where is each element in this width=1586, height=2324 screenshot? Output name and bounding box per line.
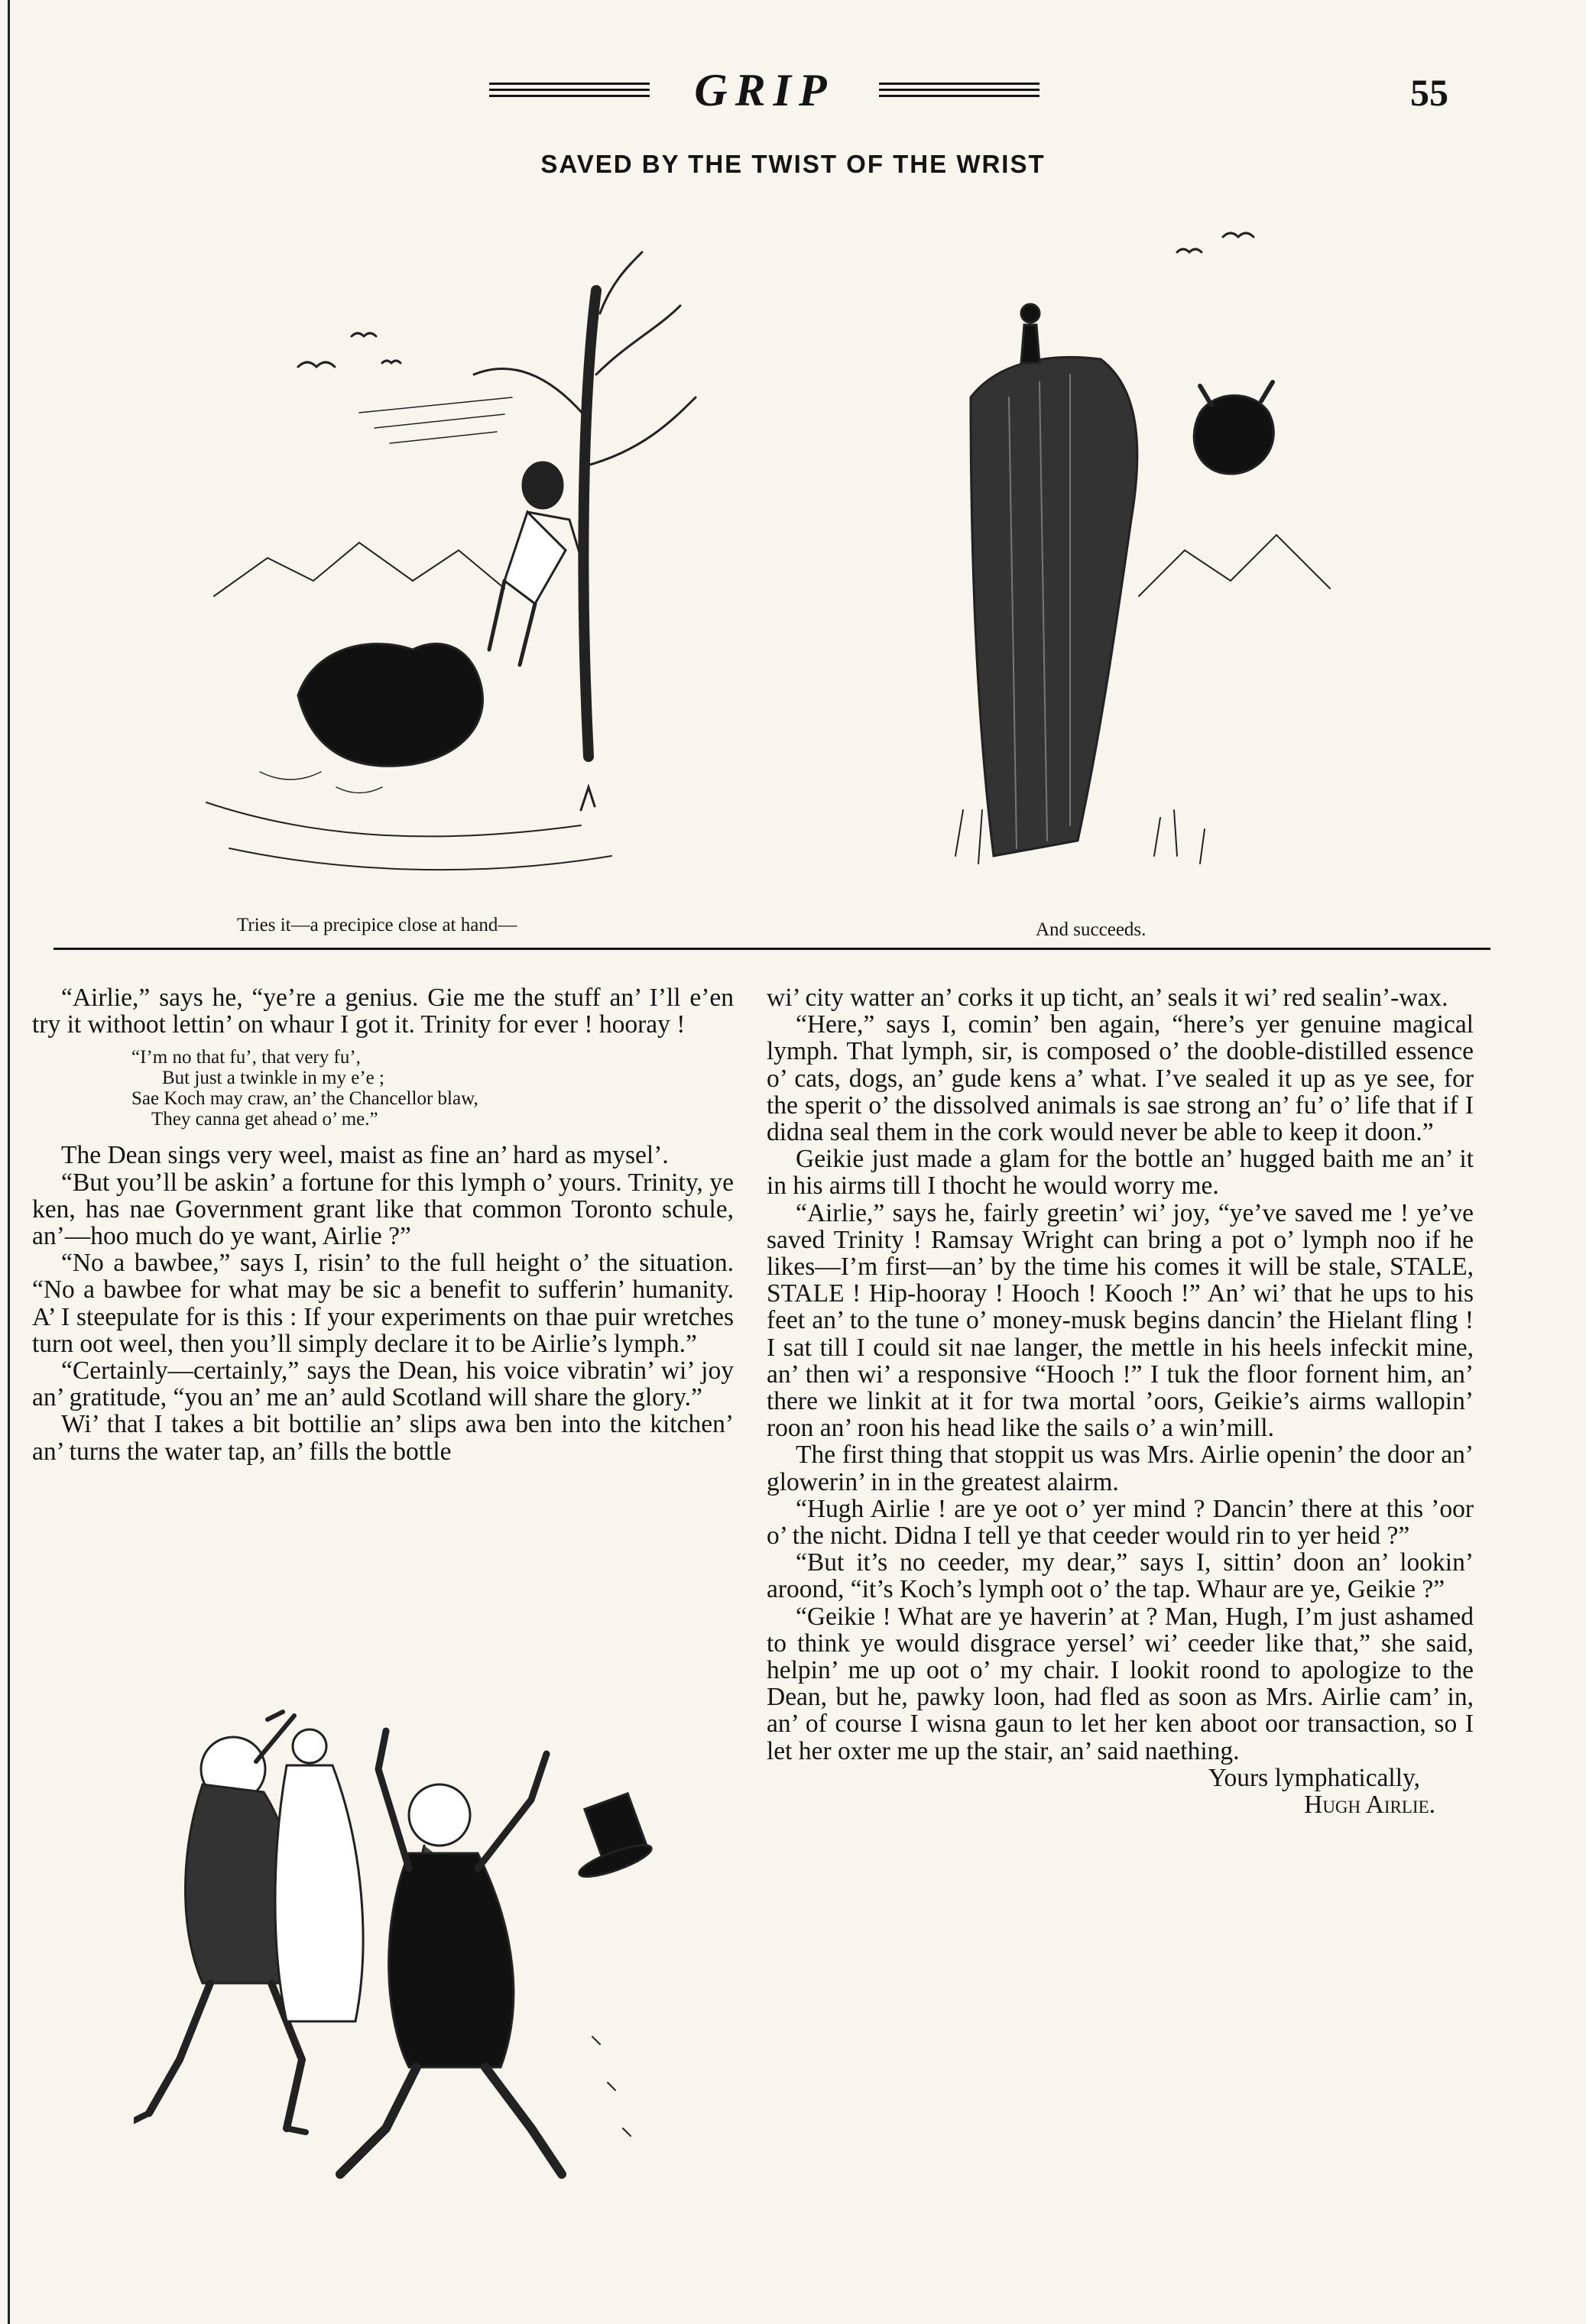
verse-line: They canna get ahead o’ me.” bbox=[151, 1109, 378, 1130]
paragraph: The Dean sings very weel, maist as fine an’ hard as mysel’. bbox=[61, 1141, 669, 1170]
paragraph: Geikie just made a glam for the bottle an’ hugged baith me an’ it in his airms till I thocht he would worry me. bbox=[767, 1145, 1474, 1201]
article-headline: SAVED BY THE TWIST OF THE WRIST bbox=[540, 150, 1046, 178]
illustration-dancing bbox=[134, 1700, 699, 2212]
paragraph: “Airlie,” says he, fairly greetin’ wi’ joy, “ye’ve saved me ! ye’ve saved Trinity ! Ramsay Wright can bring a pot o’ lymph noo if he likes—I’m first—an’ by the time his comes it will be stale, STALE, STALE ! Hip-hooray ! Hooch ! Kooch !” An’ wi’ that he ups to his feet an’ to the tune o’ money-musk begins dancin’ the Hielant fling ! I sat till I could sit nae langer, the mettle in his heels infeckit mine, an’ then wi’ a responsive “Hooch !” I tuk the floor fornent him, an’ there we linkit at it for twa mortal ’oors, Geikie’s airms wallopin’ roon an’ roon his head like the sails o’ a win’mill. bbox=[767, 1198, 1474, 1443]
masthead-ornament-left bbox=[489, 83, 650, 98]
masthead-ornament-right bbox=[879, 83, 1039, 98]
illustration-precipice bbox=[925, 199, 1338, 902]
masthead-title: GRIP bbox=[694, 65, 835, 115]
article-right-column bbox=[767, 984, 1474, 1818]
verse-line: “I’m no that fu’, that very fu’, bbox=[131, 1047, 361, 1068]
verse-block bbox=[131, 1047, 734, 1130]
paragraph: “Airlie,” says he, “ye’re a genius. Gie me the stuff an’ I’ll e’en try it withoot lettin’ on whaur I got it. Trinity for ever ! hooray ! bbox=[32, 984, 734, 1039]
paragraph: “No a bawbee,” says I, risin’ to the full height o’ the situation. “No a bawbee for what may be sic a benefit to sufferin’ humanity. A’ I steepulate for is this : If your experiments on thae puir wretches turn oot weel, then you’ll simply declare it to be Airlie’s lymph.” bbox=[32, 1249, 734, 1358]
letter-closing: Yours lymphatically, bbox=[1208, 1763, 1420, 1792]
page-edge-rule bbox=[8, 0, 10, 2324]
caption-right-illustration: And succeeds. bbox=[1036, 919, 1147, 940]
letter-signature: Hugh Airlie. bbox=[1304, 1791, 1435, 1820]
paragraph: Wi’ that I takes a bit bottilie an’ slips awa ben into the kitchen’ an’ turns the water tap, an’ fills the bottle bbox=[32, 1410, 734, 1466]
caption-left-illustration: Tries it—a precipice close at hand— bbox=[237, 915, 517, 935]
paragraph: “But you’ll be askin’ a fortune for this lymph o’ yours. Trinity, ye ken, has nae Government grant like that common Toronto schule, an’—hoo much do ye want, Airlie ?” bbox=[32, 1168, 734, 1251]
page-number: 55 bbox=[1410, 71, 1448, 114]
paragraph: wi’ city watter an’ corks it up ticht, an’ seals it wi’ red sealin’-wax. bbox=[767, 984, 1448, 1012]
verse-line: But just a twinkle in my e’e ; bbox=[162, 1068, 384, 1089]
paragraph: “But it’s no ceeder, my dear,” says I, sittin’ doon an’ lookin’ aroond, “it’s Koch’s lymph oot o’ the tap. Whaur are ye, Geikie ?” bbox=[767, 1548, 1474, 1604]
masthead bbox=[489, 66, 1039, 119]
article-left-column bbox=[32, 984, 734, 1465]
paragraph: “Certainly—certainly,” says the Dean, his voice vibratin’ wi’ joy an’ gratitude, “you an’ me an’ auld Scotland will share the glory.” bbox=[32, 1356, 734, 1412]
illustration-tree-climb bbox=[183, 222, 703, 902]
paragraph: “Here,” says I, comin’ ben again, “here’s yer genuine magical lymph. That lymph, sir, is composed o’ the dooble-distilled essence o’ cats, dogs, an’ gude kens a’ what. I’ve sealed it up as ye see, for the sperit o’ the dissolved animals is sae strong an’ fu’ o’ life that if I didna seal them in the cork would never be able to keep it doon.” bbox=[767, 1010, 1474, 1147]
section-divider bbox=[54, 948, 1490, 950]
paragraph: “Geikie ! What are ye haverin’ at ? Man, Hugh, I’m just ashamed to think ye would disgrace yersel’ wi’ ceeder like that,” she said, helpin’ me up oot o’ my chair. I lookit roond to apologize to the Dean, but he, pawky loon, had fled as soon as Mrs. Airlie cam’ in, an’ of course I wisna gaun to let her ken aboot oor transaction, so I let her oxter me up the stair, an’ said naething. bbox=[767, 1602, 1474, 1765]
paragraph: The first thing that stoppit us was Mrs. Airlie openin’ the door an’ glowerin’ in in the greatest alairm. bbox=[767, 1441, 1474, 1496]
paragraph: “Hugh Airlie ! are ye oot o’ yer mind ? Dancin’ there at this ’oor o’ the nicht. Didna I tell ye that ceeder would rin to yer heid ?” bbox=[767, 1494, 1474, 1551]
verse-line: Sae Koch may craw, an’ the Chancellor blaw, bbox=[131, 1088, 478, 1110]
